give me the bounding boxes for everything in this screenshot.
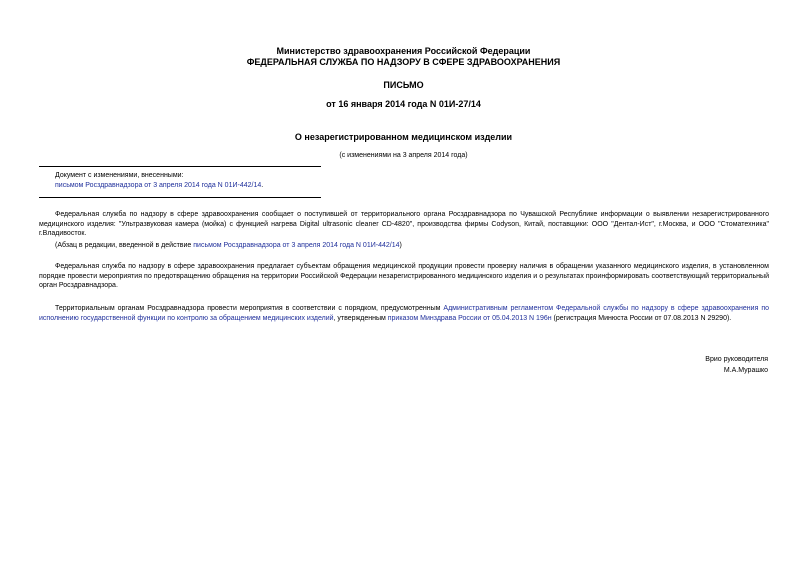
- document-type: ПИСЬМО: [383, 80, 424, 90]
- amendments-label: Документ с изменениями, внесенными:: [55, 172, 184, 179]
- edition-note: [55, 241, 402, 250]
- amendments-link[interactable]: письмом Росздравнадзора от 3 апреля 2014 года N 01И-442/14: [55, 182, 262, 189]
- paragraph-2: Федеральная служба по надзору в сфере здравоохранения предлагает субъектам обращения медицинской продукции провести проверку наличия в обращении указанного медицинского изделия, в установленном порядке провести мероприятия по предотвращению обращения на территории Российской Федерации незарегистрированного медицинского изделия и о результатах проинформировать соответствующий территориальный орган Росздравнадзора.: [39, 263, 769, 290]
- signature-position: Врио руководителя: [705, 356, 768, 363]
- edition-note-prefix: (Абзац в редакции, введенной в действие: [55, 242, 194, 249]
- amendments-bottom-rule: [39, 197, 321, 198]
- service-name: ФЕДЕРАЛЬНАЯ СЛУЖБА ПО НАДЗОРУ В СФЕРЕ ЗДРАВООХРАНЕНИЯ: [246, 57, 561, 67]
- paragraph-3: [39, 304, 769, 323]
- amendments-top-rule: [39, 166, 321, 167]
- regulation-link[interactable]: Административным регламентом Федеральной службы по надзору в сфере здравоохранения по исполнению государственной функции по контролю за обращением медицинских изделий: [39, 305, 769, 322]
- document-date-number: от 16 января 2014 года N 01И-27/14: [326, 99, 481, 109]
- edition-note-suffix: ): [399, 242, 402, 249]
- paragraph-1: Федеральная служба по надзору в сфере здравоохранения сообщает о поступившей от территориального органа Росздравнадзора по Чувашской Республике информации о выявлении незарегистрированного медицинского изделия: "Ультразвуковая камера (мойка) с функцией нагрева Digital ultrasonic cleaner CD-4820", производства фирмы Codyson, Китай, поставщики: ООО "Дентал-Ист", г.Москва, и ООО "Стоматехника" г.Владивосток.: [39, 211, 769, 238]
- paragraph-3-intro: Территориальным органам Росздравнадзора провести мероприятия в соответствии с порядком, предусмотренным: [55, 305, 444, 312]
- document-subject: О незарегистрированном медицинском изделии: [294, 132, 513, 142]
- edition-note-link[interactable]: письмом Росздравнадзора от 3 апреля 2014 года N 01И-442/14: [193, 242, 400, 249]
- paragraph-3-middle: , утвержденным: [333, 314, 388, 322]
- order-link[interactable]: приказом Минздрава России от 05.04.2013 N 196н: [387, 314, 552, 322]
- signature-name: М.А.Мурашко: [723, 367, 768, 374]
- amendments-note: (с изменениями на 3 апреля 2014 года): [339, 152, 468, 159]
- amendments-link-period: .: [261, 182, 264, 189]
- amendments-link-line: [55, 181, 263, 190]
- ministry-name: Министерство здравоохранения Российской Федерации: [276, 46, 531, 56]
- paragraph-3-end: (регистрация Минюста России от 07.08.2013 N 29290).: [551, 314, 732, 322]
